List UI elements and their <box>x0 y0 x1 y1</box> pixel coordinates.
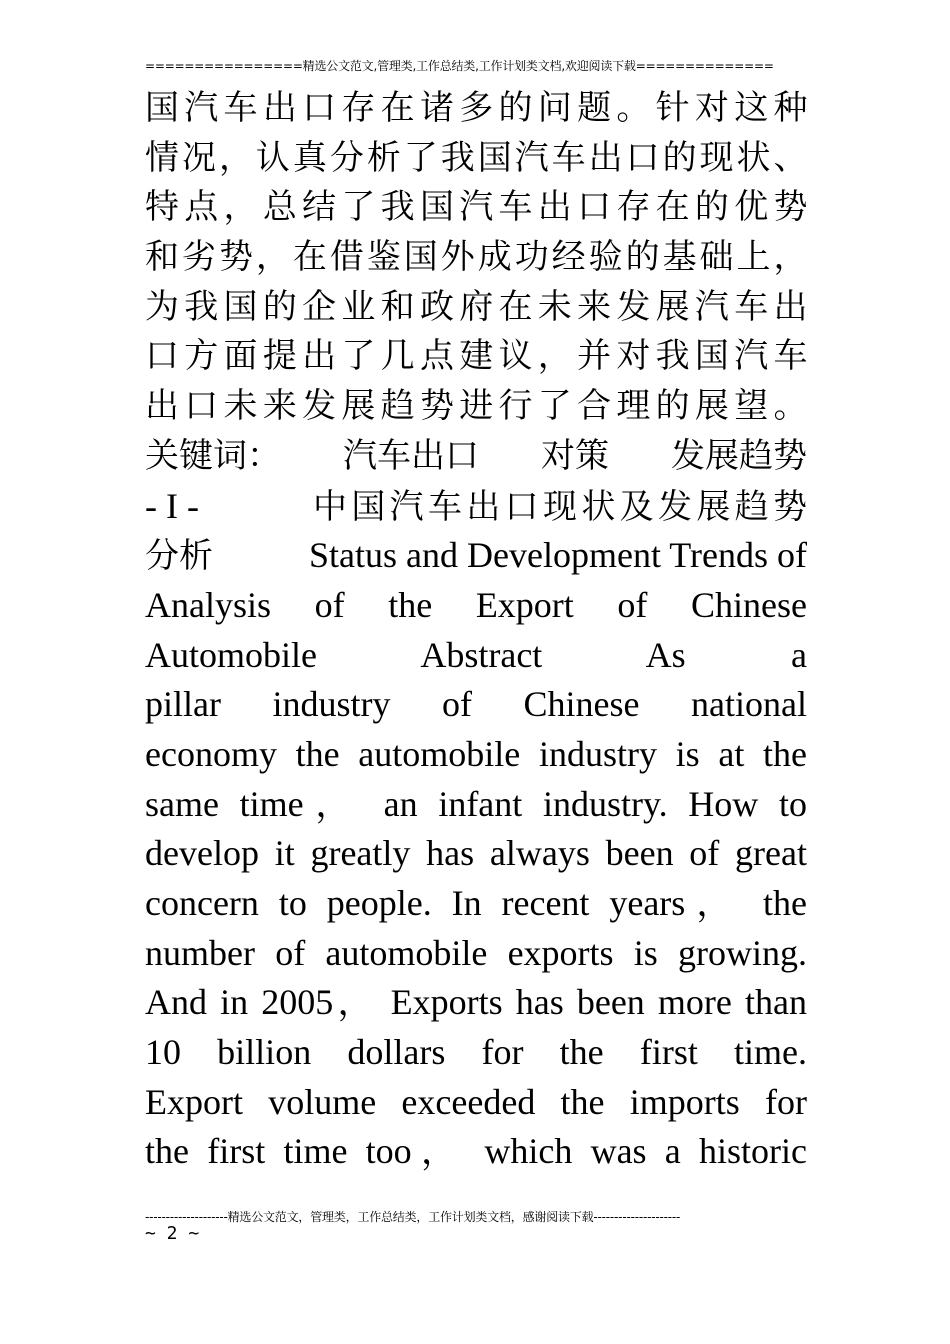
english-line: And in 2005， Exports has been more than <box>145 982 807 1023</box>
english-line: Export volume exceeded the imports for <box>145 1081 807 1122</box>
keywords-line <box>145 432 807 482</box>
english-line: economy the automobile industry is at the <box>145 733 807 774</box>
english-line: Automobile Abstract As a <box>145 634 807 675</box>
english-line: develop it greatly has always been of great <box>145 833 807 874</box>
english-line: 10 billion dollars for the first time. <box>145 1032 807 1073</box>
english-line: number of automobile exports is growing. <box>145 932 807 973</box>
page-footer: --------------------精选公文范文，管理类，工作总结类，工作计划类文档，感谢阅读下载--------------------- <box>145 1210 681 1224</box>
english-title-start: Status and Development Trends of <box>309 535 807 576</box>
keyword-item: 发展趋势 <box>671 435 807 476</box>
body-line: 出口未来发展趋势进行了合理的展望。 <box>145 386 807 427</box>
english-line: concern to people. In recent years， the <box>145 883 807 923</box>
body-line: 为我国的企业和政府在未来发展汽车出 <box>145 286 807 327</box>
roman-page-marker: - I - <box>145 485 199 526</box>
title-line <box>145 531 807 581</box>
chinese-title: 中国汽车出口现状及发展趋势 <box>313 486 807 527</box>
body-line: 和劣势，在借鉴国外成功经验的基础上， <box>145 237 807 278</box>
body-line: 情况，认真分析了我国汽车出口的现状、 <box>145 137 807 178</box>
english-line: same time， an infant industry. How to <box>145 783 807 824</box>
document-body <box>145 84 807 1177</box>
body-line: 口方面提出了几点建议，并对我国汽车 <box>145 336 807 377</box>
page-number: ~ 2 ~ <box>145 1223 200 1244</box>
body-line: 国汽车出口存在诸多的问题。针对这种 <box>145 88 807 128</box>
english-line: Analysis of the Export of Chinese <box>145 584 807 625</box>
keyword-item: 对策 <box>541 435 609 476</box>
page-marker-line <box>145 482 807 532</box>
english-line: the first time too， which was a historic <box>145 1131 807 1172</box>
keywords-label: 关键词： <box>145 435 281 476</box>
keyword-item: 汽车出口 <box>343 435 479 476</box>
body-line: 特点，总结了我国汽车出口存在的优势 <box>145 187 807 228</box>
english-line: pillar industry of Chinese national <box>145 684 807 725</box>
page-header: ================精选公文范文,管理类,工作总结类,工作计划类文档,欢迎阅读下载============== <box>145 59 774 73</box>
chinese-title-end: 分析 <box>145 536 213 577</box>
